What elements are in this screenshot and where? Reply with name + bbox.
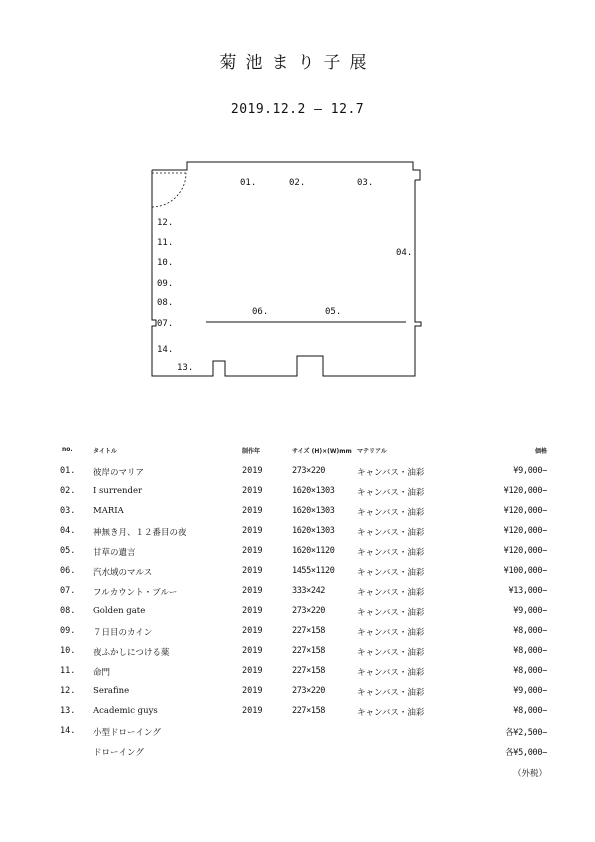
cell-price: ¥9,000− <box>513 606 547 616</box>
cell-price: ¥8,000− <box>513 666 547 676</box>
cell-no: 01. <box>60 466 76 476</box>
cell-title: 夜ふかしにつける薬 <box>93 648 170 658</box>
cell-year: 2019 <box>242 546 263 556</box>
cell-year: 2019 <box>242 686 263 696</box>
cell-title: 彼岸のマリア <box>93 468 145 478</box>
tax-note: （外税） <box>512 769 547 779</box>
cell-title: ７日目のカイン <box>93 628 153 638</box>
cell-material: キャンバス・油彩 <box>357 648 425 658</box>
cell-title: 汽水域のマルス <box>93 568 153 578</box>
cell-title: 小型ドローイング <box>93 728 161 738</box>
cell-price: ¥8,000− <box>513 626 547 636</box>
cell-price: ¥120,000− <box>503 546 547 556</box>
cell-size: 1620×1303 <box>292 526 335 536</box>
cell-title: Serafine <box>93 686 130 696</box>
cell-year: 2019 <box>242 666 263 676</box>
cell-size: 1620×1303 <box>292 486 335 496</box>
cell-title: Academic guys <box>93 706 158 716</box>
cell-material: キャンバス・油彩 <box>357 608 425 618</box>
cell-material: キャンバス・油彩 <box>357 688 425 698</box>
table-row <box>0 746 595 758</box>
table-row <box>0 506 595 518</box>
cell-no: 14. <box>60 726 76 736</box>
plan-label-03: 03. <box>357 178 374 188</box>
plan-label-13: 13. <box>177 363 194 373</box>
cell-no: 02. <box>60 486 76 496</box>
table-row <box>0 706 595 718</box>
cell-no: 11. <box>60 666 76 676</box>
table-row <box>0 646 595 658</box>
cell-price: ¥120,000− <box>503 506 547 516</box>
cell-no: 09. <box>60 626 76 636</box>
header-material: マテリアル <box>357 448 387 455</box>
header-title: タイトル <box>93 448 117 455</box>
table-row <box>0 586 595 598</box>
cell-material: キャンバス・油彩 <box>357 568 425 578</box>
header-no: no. <box>62 446 73 453</box>
cell-year: 2019 <box>242 506 263 516</box>
cell-price: ¥8,000− <box>513 706 547 716</box>
plan-label-11: 11. <box>157 238 174 248</box>
cell-year: 2019 <box>242 626 263 636</box>
cell-price: ¥120,000− <box>503 486 547 496</box>
cell-size: 273×220 <box>292 686 326 696</box>
cell-size: 227×158 <box>292 706 326 716</box>
cell-material: キャンバス・油彩 <box>357 508 425 518</box>
cell-price: ¥8,000− <box>513 646 547 656</box>
table-row <box>0 666 595 678</box>
plan-label-02: 02. <box>289 178 306 188</box>
plan-label-01: 01. <box>240 178 257 188</box>
cell-no: 06. <box>60 566 76 576</box>
plan-label-07: 07. <box>157 319 174 329</box>
cell-year: 2019 <box>242 606 263 616</box>
plan-label-06: 06. <box>252 307 269 317</box>
header-size: サイズ (H)×(W)mm <box>292 448 352 455</box>
cell-title: フルカウント・ブルー <box>93 588 178 598</box>
cell-title: MARIA <box>93 506 124 516</box>
cell-material: キャンバス・油彩 <box>357 528 425 538</box>
plan-label-10: 10. <box>157 258 174 268</box>
floor-plan-walls <box>152 162 421 376</box>
cell-year: 2019 <box>242 706 263 716</box>
table-row <box>0 726 595 738</box>
cell-title: I surrender <box>93 486 143 496</box>
cell-price: ¥9,000− <box>513 466 547 476</box>
cell-year: 2019 <box>242 526 263 536</box>
cell-title: 神無き月、１２番目の夜 <box>93 528 187 538</box>
cell-size: 1620×1303 <box>292 506 335 516</box>
plan-label-04: 04. <box>396 248 413 258</box>
floor-plan <box>0 0 595 400</box>
table-row <box>0 526 595 538</box>
cell-year: 2019 <box>242 646 263 656</box>
cell-material: キャンバス・油彩 <box>357 588 425 598</box>
cell-material: キャンバス・油彩 <box>357 628 425 638</box>
cell-no: 03. <box>60 506 76 516</box>
cell-no: 10. <box>60 646 76 656</box>
cell-title: 甘草の遺言 <box>93 548 136 558</box>
door-swing <box>152 173 186 207</box>
cell-no: 12. <box>60 686 76 696</box>
cell-price: ¥9,000− <box>513 686 547 696</box>
cell-price: 各¥2,500− <box>505 728 547 738</box>
cell-material: キャンバス・油彩 <box>357 488 425 498</box>
table-row <box>0 626 595 638</box>
cell-no: 05. <box>60 546 76 556</box>
cell-size: 227×158 <box>292 666 326 676</box>
cell-price: ¥13,000− <box>508 586 547 596</box>
cell-material: キャンバス・油彩 <box>357 548 425 558</box>
exhibition-dates: 2019.12.2 – 12.7 <box>230 102 365 117</box>
exhibition-title: 菊池まり子展 <box>219 53 376 73</box>
table-row <box>0 686 595 698</box>
cell-size: 333×242 <box>292 586 326 596</box>
cell-no: 08. <box>60 606 76 616</box>
cell-year: 2019 <box>242 586 263 596</box>
cell-title: ドローイング <box>93 748 144 758</box>
cell-size: 1620×1120 <box>292 546 335 556</box>
cell-size: 273×220 <box>292 606 326 616</box>
plan-label-08: 08. <box>157 298 174 308</box>
header-year: 制作年 <box>242 448 261 455</box>
cell-size: 273×220 <box>292 466 326 476</box>
cell-no: 04. <box>60 526 76 536</box>
table-row <box>0 486 595 498</box>
cell-size: 1455×1120 <box>292 566 335 576</box>
header-price: 価格 <box>534 448 547 455</box>
plan-label-09: 09. <box>157 279 174 289</box>
plan-label-05: 05. <box>325 307 342 317</box>
cell-size: 227×158 <box>292 626 326 636</box>
cell-no: 13. <box>60 706 76 716</box>
cell-material: キャンバス・油彩 <box>357 668 425 678</box>
cell-title: Golden gate <box>93 606 146 616</box>
cell-title: 命門 <box>93 668 111 678</box>
table-row <box>0 606 595 618</box>
cell-price: 各¥5,000− <box>505 748 547 758</box>
cell-year: 2019 <box>242 466 263 476</box>
cell-material: キャンバス・油彩 <box>357 708 425 718</box>
plan-label-12: 12. <box>157 218 174 228</box>
cell-size: 227×158 <box>292 646 326 656</box>
cell-price: ¥100,000− <box>503 566 547 576</box>
table-row <box>0 466 595 478</box>
plan-label-14: 14. <box>157 345 174 355</box>
cell-material: キャンバス・油彩 <box>357 468 425 478</box>
cell-year: 2019 <box>242 566 263 576</box>
cell-price: ¥120,000− <box>503 526 547 536</box>
cell-year: 2019 <box>242 486 263 496</box>
table-row <box>0 566 595 578</box>
cell-no: 07. <box>60 586 76 596</box>
table-row <box>0 546 595 558</box>
